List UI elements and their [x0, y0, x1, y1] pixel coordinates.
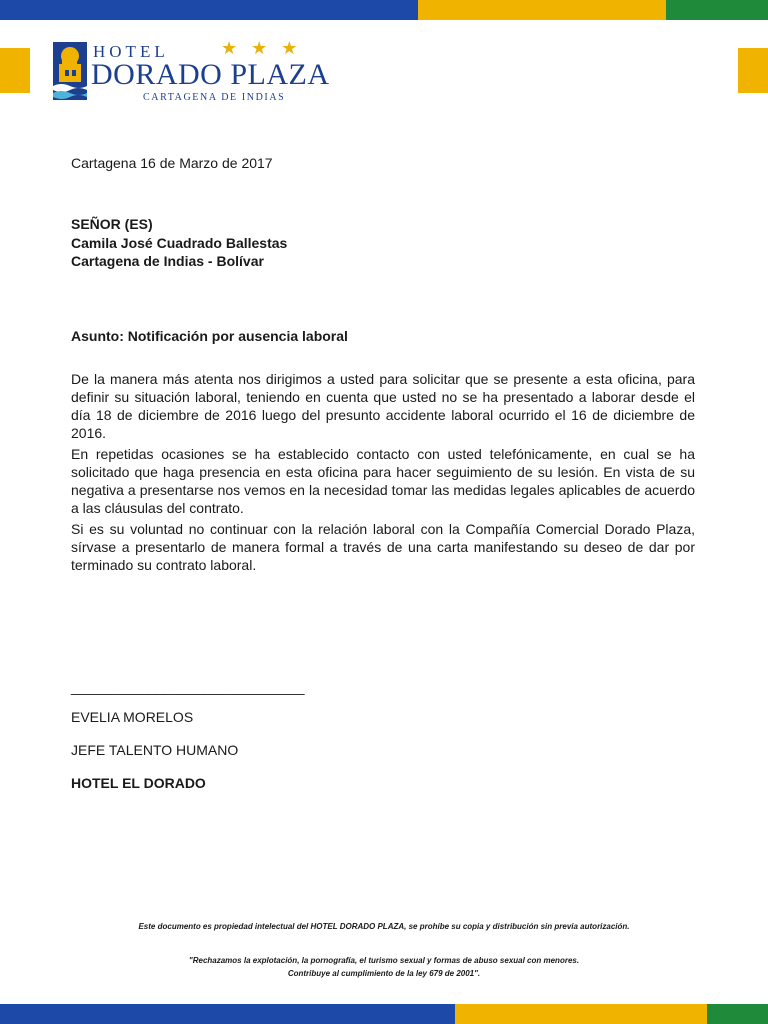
footer-campaign-line-2: Contribuye al cumplimiento de la ley 679 de 2001". [287, 969, 481, 978]
castle-sun-waves-emblem-icon [53, 42, 87, 100]
logo-city: CARTAGENA DE INDIAS [143, 92, 286, 103]
band-green-segment [666, 0, 768, 20]
band-blue-segment [0, 0, 418, 20]
logo-stars: ★★★ [221, 38, 312, 58]
footer-campaign-line-1: "Rechazamos la explotación, la pornografía, el turismo sexual y formas de abuso sexual con menores. [188, 956, 580, 965]
band-blue-segment [0, 1004, 455, 1024]
top-color-band [0, 0, 768, 20]
letter-subject: Asunto: Notificación por ausencia laboral [71, 328, 348, 344]
letter-date: Cartagena 16 de Marzo de 2017 [71, 155, 273, 171]
logo-hotel-label: HOTEL [93, 42, 169, 61]
signatory-role: JEFE TALENTO HUMANO [71, 742, 239, 758]
recipient-name: Camila José Cuadrado Ballestas [71, 235, 288, 251]
band-green-segment [707, 1004, 768, 1024]
bottom-color-band [0, 1004, 768, 1024]
logo-hotel-name: DORADO PLAZA [91, 58, 330, 91]
signatory-name: EVELIA MORELOS [71, 709, 194, 725]
band-yellow-segment [418, 0, 666, 20]
letter-paragraph: De la manera más atenta nos dirigimos a usted para solicitar que se presente a esta oficina, para definir su situación laboral, teniendo en cuenta que usted no se ha presentado a laborar desde el día 18 de diciembre de 2016 luego del presunto accidente laboral ocurrido el 16 de diciembre de 2016. [71, 371, 695, 441]
letter-paragraph: Si es su voluntad no continuar con la relación laboral con la Compañía Comercial Dorado Plaza, sírvase a presentarlo de manera formal a través de una carta manifestando su deseo de dar por terminado su contrato laboral. [71, 521, 695, 573]
band-yellow-segment [455, 1004, 707, 1024]
recipient-title: SEÑOR (ES) [71, 216, 153, 232]
signatory-company: HOTEL EL DORADO [71, 775, 206, 791]
letter-paragraph: En repetidas ocasiones se ha establecido contacto con usted telefónicamente, en cual se ha solicitado que haga presencia en esta oficina para hacer seguimiento de su lesión. En vista de su negativa a presentarse nos vemos en la necesidad tomar las medidas legales aplicables de acuerdo a las cláusulas del contrato. [71, 446, 695, 516]
left-side-block [0, 48, 30, 93]
recipient-city: Cartagena de Indias - Bolívar [71, 253, 264, 269]
footer-copyright-notice: Este documento es propiedad intelectual del HOTEL DORADO PLAZA, se prohíbe su copia y distribución sin previa autorización. [138, 922, 630, 931]
right-side-block [738, 48, 768, 93]
signature-line: ______________________________ [71, 679, 305, 695]
hotel-logo [53, 40, 343, 110]
